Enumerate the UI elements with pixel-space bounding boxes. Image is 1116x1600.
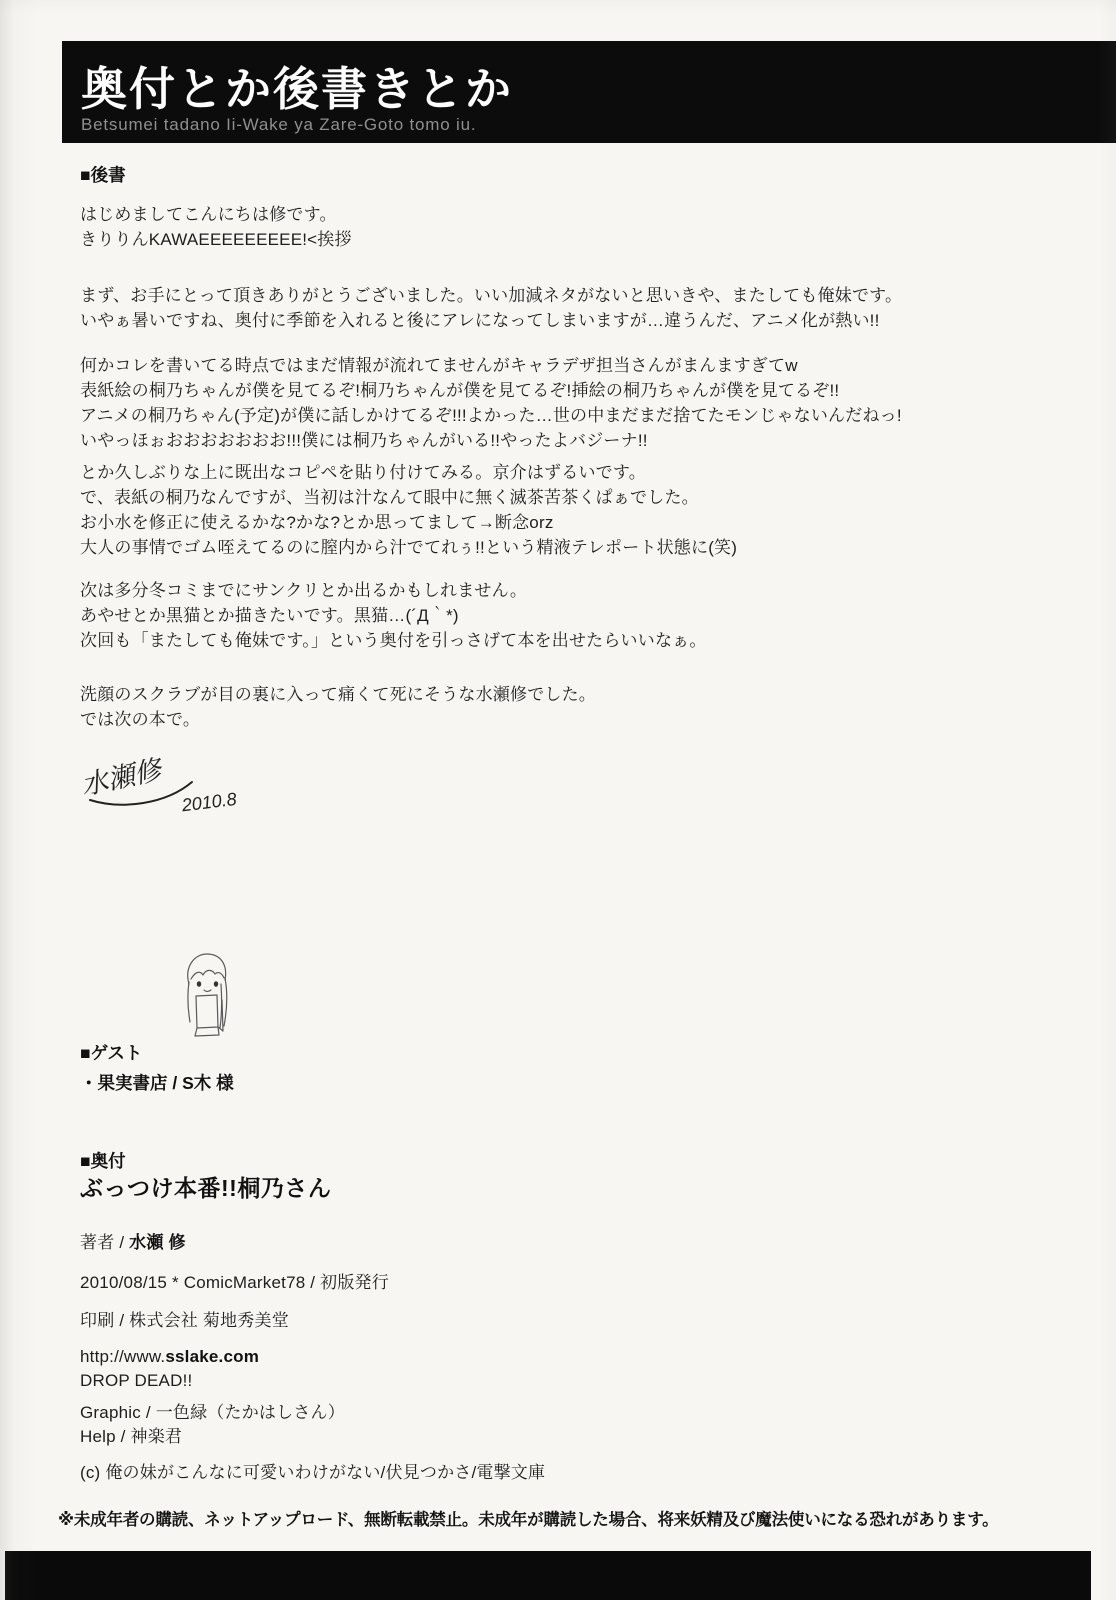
doodle-hair-top xyxy=(188,954,226,984)
page-subtitle: Betsumei tadano Ii-Wake ya Zare-Goto tomo iu. xyxy=(81,115,477,135)
author-label: 著者 / xyxy=(80,1233,130,1252)
page-title: 奥付とか後書きとか xyxy=(81,63,513,116)
copyright-line: (c) 俺の妹がこんなに可愛いわけがない/伏見つかさ/電撃文庫 xyxy=(80,1463,546,1482)
afterword-heading: ■後書 xyxy=(80,165,126,185)
afterword-line: 何かコレを書いてる時点ではまだ情報が流れてませんがキャラデザ担当さんがまんますぎてw xyxy=(80,356,798,375)
help-credit-line: Help / 神楽君 xyxy=(80,1427,183,1446)
signature-name: 水瀬修 xyxy=(78,754,164,801)
afterword-line: まず、お手にとって頂きありがとうございました。いい加減ネタがないと思いきや、またしても俺妹です。 xyxy=(80,286,903,305)
afterword-line: 洗顔のスクラブが目の裏に入って痛くて死にそうな水瀬修でした。 xyxy=(80,685,596,704)
afterword-paragraph xyxy=(80,578,707,653)
doodle-hair-right xyxy=(224,978,227,1026)
publication-date-line: 2010/08/15 * ComicMarket78 / 初版発行 xyxy=(80,1273,389,1292)
afterword-paragraph xyxy=(80,353,902,453)
afterword-line: いやっほぉおおおおおおお!!!僕には桐乃ちゃんがいる!!やったよバジーナ!! xyxy=(80,431,648,450)
afterword-paragraph xyxy=(80,460,737,560)
author-name: 水瀬 修 xyxy=(129,1233,186,1252)
afterword-line: 大人の事情でゴム咥えてるのに膣内から汁でてれぅ!!という精液テレポート状態に(笑) xyxy=(80,538,738,557)
slogan-line: DROP DEAD!! xyxy=(80,1371,193,1390)
author-line xyxy=(80,1230,186,1255)
scan-bottom-bar xyxy=(5,1551,1091,1600)
chibi-doodle-sketch xyxy=(176,948,238,1044)
author-signature xyxy=(74,742,324,822)
afterword-line: とか久しぶりな上に既出なコピペを貼り付けてみる。京介はずるいです。 xyxy=(80,463,646,482)
afterword-paragraph xyxy=(80,283,902,333)
afterword-line: きりりんKAWAEEEEEEEEE!<挨拶 xyxy=(80,230,352,249)
book-title: ぶっつけ本番!!桐乃さん xyxy=(80,1175,332,1201)
doodle-hair-left xyxy=(188,982,190,1022)
afterword-line: アニメの桐乃ちゃん(予定)が僕に話しかけてるぞ!!!よかった…世の中まだまだ捨てたモンじゃないんだねっ! xyxy=(80,406,902,425)
graphic-credit-line: Graphic / 一色緑（たかはしさん） xyxy=(80,1403,345,1422)
signature-date: 2010.8 xyxy=(180,788,238,816)
afterword-line: お小水を修正に使えるかな?かな?とか思ってまして→断念orz xyxy=(80,513,554,532)
doodle-book xyxy=(196,995,218,1028)
afterword-paragraph xyxy=(80,682,596,732)
afterword-line: で、表紙の桐乃なんですが、当初は汁なんて眼中に無く滅茶苦茶くぱぁでした。 xyxy=(80,488,699,507)
afterword-line: いやぁ暑いですね、奥付に季節を入れると後にアレになってしまいますが…違うんだ、アニメ化が熱い!! xyxy=(80,311,880,330)
minor-warning-notice: ※未成年者の購読、ネットアップロード、無断転載禁止。未成年が購読した場合、将来妖精及び魔法使いになる恐れがあります。 xyxy=(58,1511,999,1529)
colophon-heading: ■奥付 xyxy=(80,1151,126,1171)
url-domain: sslake.com xyxy=(165,1347,260,1366)
afterword-line: 次は多分冬コミまでにサンクリとか出るかもしれません。 xyxy=(80,581,528,600)
doodle-eye-right xyxy=(214,981,218,987)
afterword-line: 表紙絵の桐乃ちゃんが僕を見てるぞ!桐乃ちゃんが僕を見てるぞ!挿絵の桐乃ちゃんが僕を見てるぞ!! xyxy=(80,381,840,400)
doodle-eye-left xyxy=(197,981,201,987)
doodle-smile xyxy=(204,990,211,992)
guest-heading: ■ゲスト xyxy=(80,1043,143,1063)
url-prefix: http://www. xyxy=(80,1347,166,1366)
doodle-bangs xyxy=(191,970,224,979)
printer-line: 印刷 / 株式会社 菊地秀美堂 xyxy=(80,1311,289,1330)
afterword-paragraph xyxy=(80,202,352,252)
title-banner xyxy=(62,41,1116,143)
doodle-hair-strand xyxy=(220,984,222,1028)
website-url xyxy=(80,1344,259,1369)
guest-item: ・果実書店 / S木 様 xyxy=(80,1073,234,1093)
afterword-line: では次の本で。 xyxy=(80,710,201,729)
afterword-line: はじめましてこんにちは修です。 xyxy=(80,205,337,224)
afterword-line: 次回も「またしても俺妹です。」という奥付を引っさげて本を出せたらいいなぁ。 xyxy=(80,631,707,650)
afterword-line: あやせとか黒猫とか描きたいです。黒猫…(´Д｀*) xyxy=(80,606,459,625)
